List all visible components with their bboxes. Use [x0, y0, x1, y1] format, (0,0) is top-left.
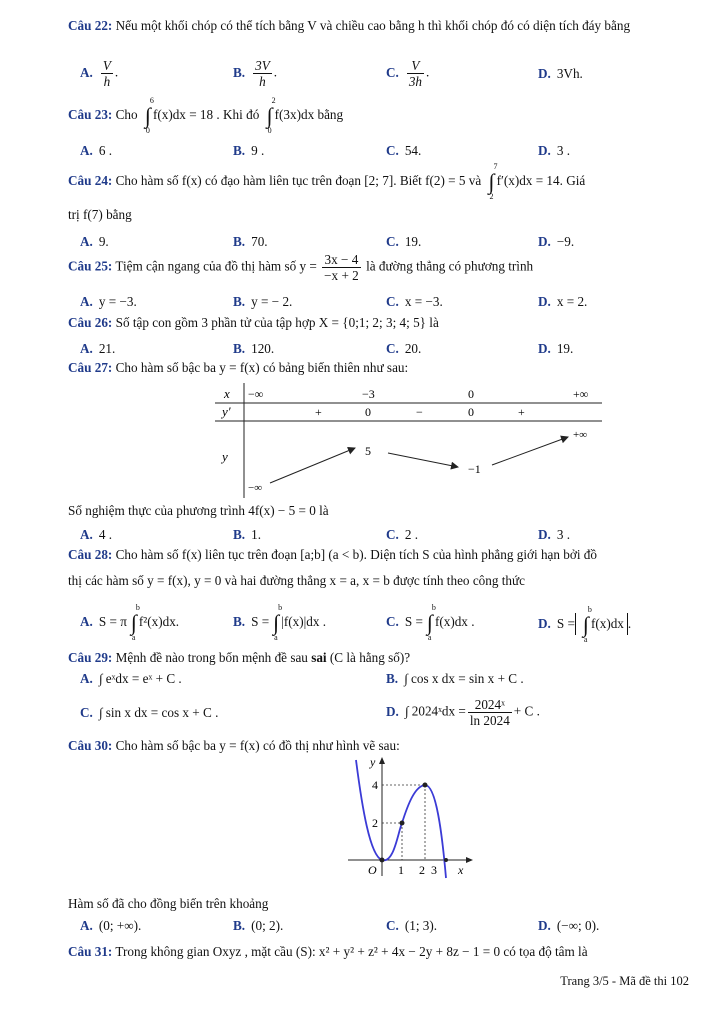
y-val: +∞ [573, 429, 588, 441]
y-val: −1 [468, 462, 481, 476]
y-val: −∞ [248, 482, 263, 494]
answer-b[interactable]: B. $\frac{3V}{h}$ . [233, 58, 278, 89]
sign: − [416, 405, 423, 419]
answer-d[interactable]: D. x = 2. [538, 294, 588, 309]
y-axis-label: y [370, 755, 376, 769]
question-24-cont: trị f(7) bằng [68, 207, 132, 222]
integral-sign: ∫ 7 2 [488, 162, 498, 201]
x-axis-label: x [458, 863, 464, 877]
variation-table [210, 383, 605, 498]
answer-c[interactable]: C. 19. [386, 234, 422, 249]
answer-a[interactable]: A. S = π ∫ b a f²(x)dx. [80, 603, 180, 642]
page-footer: Trang 3/5 - Mã đề thi 102 [560, 974, 689, 988]
y-val: 5 [365, 444, 371, 458]
answer-d[interactable]: D. S = ∫ b a f(x)dx . [538, 604, 632, 644]
question-22 [68, 18, 689, 34]
answer-a[interactable]: A. 9. [80, 234, 109, 249]
answer-b[interactable]: B. S = ∫ b a |f(x)|dx . [233, 603, 327, 642]
table-y-label: y [222, 449, 228, 464]
answer-c[interactable]: C. (1; 3). [386, 918, 438, 933]
arrow-up [492, 437, 568, 465]
answer-a[interactable]: A. ∫ eˣdx = eˣ + C . [80, 671, 182, 686]
answer-a[interactable]: A. $\frac{V}{h}$ . [80, 58, 119, 89]
answer-d[interactable]: D. ∫ 2024ˣdx = $\frac{\text{2024ˣ}}{\ln 2024}$ + C . [386, 697, 540, 728]
question-27-cont: Số nghiệm thực của phương trình 4f(x) − 5 = 0 là [68, 503, 329, 518]
answer-a[interactable]: A. y = −3. [80, 294, 137, 309]
cubic-graph [340, 752, 480, 882]
answer-d[interactable]: D. (−∞; 0). [538, 918, 600, 933]
answer-d[interactable]: D. 3 . [538, 527, 571, 542]
x-tick: 2 [419, 863, 425, 877]
question-number: Câu 22: [68, 18, 113, 33]
question-23: Câu 23: Cho ∫ 6 0 f(x)dx = 18 . Khi đó ∫ 2 0 f(3x)dx bằng [68, 96, 344, 135]
answer-d[interactable]: D. 3Vh. [538, 66, 583, 81]
answer-b[interactable]: B. ∫ cos x dx = sin x + C . [386, 671, 524, 686]
answer-c[interactable]: C. 20. [386, 341, 422, 356]
table-x-label: x [224, 386, 230, 401]
x-tick: 3 [431, 863, 437, 877]
answer-c[interactable]: C. $\frac{V}{3h}$ . [386, 58, 430, 89]
integral-sign: ∫ 6 0 [144, 96, 154, 135]
question-28-cont: thị các hàm số y = f(x), y = 0 và hai đường thẳng x = a, x = b được tính theo công thức [68, 573, 526, 588]
x-val: 0 [468, 387, 474, 401]
question-24: Câu 24: Cho hàm số f(x) có đạo hàm liên tục trên đoạn [2; 7]. Biết f(2) = 5 và ∫ 7 2 f′(x)dx = 14. Giá [68, 162, 586, 201]
answer-c[interactable]: C. x = −3. [386, 294, 443, 309]
sign: 0 [468, 405, 474, 419]
y-tick: 4 [372, 778, 378, 792]
sign: 0 [365, 405, 371, 419]
answer-b[interactable]: B. 9 . [233, 143, 265, 158]
answer-b[interactable]: B. (0; 2). [233, 918, 284, 933]
answer-b[interactable]: B. y = − 2. [233, 294, 293, 309]
x-val: +∞ [573, 387, 589, 401]
x-tick: 1 [398, 863, 404, 877]
answer-b[interactable]: B. 1. [233, 527, 261, 542]
question-28: Câu 28: Cho hàm số f(x) liên tục trên đoạn [a;b] (a < b). Diện tích S của hình phẳng giới hạn bởi đồ [68, 547, 597, 562]
answer-d[interactable]: D. 19. [538, 341, 574, 356]
sign: + [518, 405, 525, 419]
answer-a[interactable]: A. 6 . [80, 143, 113, 158]
question-30: Câu 30: Cho hàm số bậc ba y = f(x) có đồ thị như hình vẽ sau: [68, 738, 400, 753]
answer-c[interactable]: C. S = ∫ b a f(x)dx . [386, 603, 475, 642]
answer-c[interactable]: C. 2 . [386, 527, 419, 542]
answer-b[interactable]: B. 70. [233, 234, 268, 249]
question-text: Nếu một khối chóp có thể tích bằng V và chiều cao bằng h thì khối chóp đó có diện tích đáy bằng [115, 18, 631, 33]
answer-a[interactable]: A. (0; +∞). [80, 918, 142, 933]
origin-label: O [368, 863, 377, 877]
y-tick: 2 [372, 816, 378, 830]
answer-c[interactable]: C. 54. [386, 143, 422, 158]
answer-d[interactable]: D. 3 . [538, 143, 571, 158]
question-27: Câu 27: Cho hàm số bậc ba y = f(x) có bảng biến thiên như sau: [68, 360, 409, 375]
arrow-up [270, 448, 355, 483]
answer-a[interactable]: A. 4 . [80, 527, 113, 542]
answer-a[interactable]: A. 21. [80, 341, 116, 356]
answer-d[interactable]: D. −9. [538, 234, 575, 249]
question-31: Câu 31: Trong không gian Oxyz , mặt cầu (S): x² + y² + z² + 4x − 2y + 8z − 1 = 0 có tọa độ tâm là [68, 944, 588, 959]
answer-c[interactable]: C. ∫ sin x dx = cos x + C . [80, 705, 219, 720]
x-val: −∞ [248, 387, 264, 401]
question-30-cont: Hàm số đã cho đồng biến trên khoảng [68, 896, 269, 911]
question-25: Câu 25: Tiệm cận ngang của đồ thị hàm số y = $\frac{3x - 4}{-x + 2}$ là đường thẳng có phương trình [68, 252, 534, 283]
x-val: −3 [362, 387, 375, 401]
arrow-down [388, 453, 458, 467]
answer-b[interactable]: B. 120. [233, 341, 275, 356]
question-29: Câu 29: Mệnh đề nào trong bốn mệnh đề sau sai (C là hằng số)? [68, 650, 411, 665]
table-yprime-label: y′ [222, 404, 231, 419]
sign: + [315, 405, 322, 419]
question-26: Câu 26: Số tập con gồm 3 phần tử của tập hợp X = {0;1; 2; 3; 4; 5} là [68, 315, 439, 330]
integral-sign: ∫ 2 0 [266, 96, 276, 135]
